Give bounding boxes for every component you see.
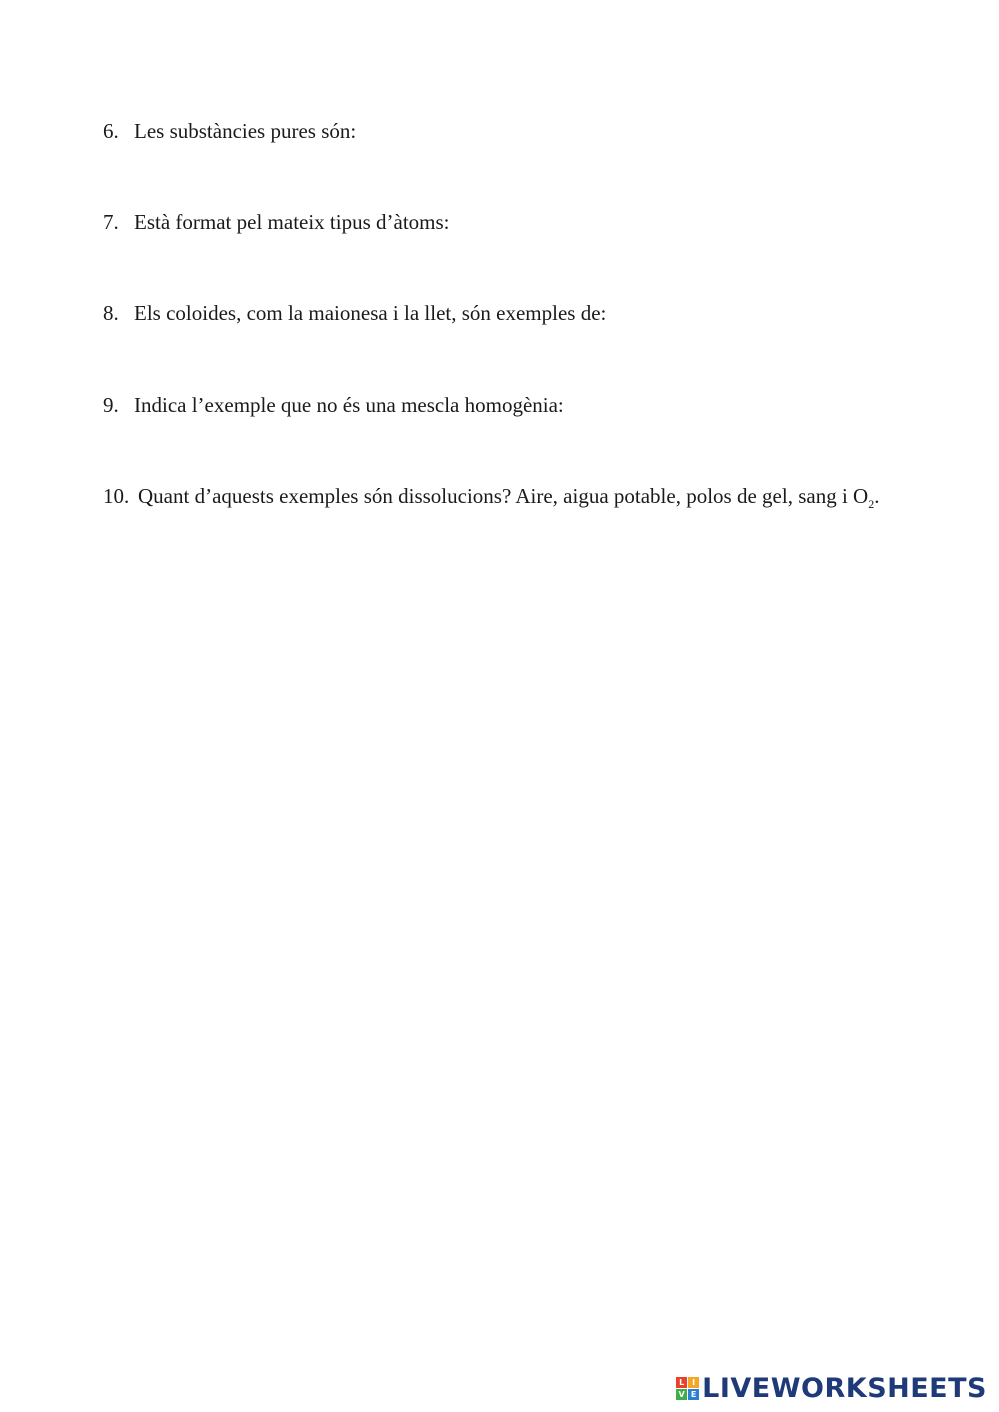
logo-blocks-icon [676,1377,699,1400]
question-7 [103,209,450,235]
logo-block: V [676,1389,687,1400]
question-number: 9. [103,393,119,417]
question-text-main: Quant d’aquests exemples són dissolucions? Aire, aigua potable, polos de gel, sang i O [138,484,869,508]
question-8 [103,300,606,326]
question-6 [103,118,356,144]
question-number: 7. [103,210,119,234]
question-10 [103,483,880,512]
question-text: Indica l’exemple que no és una mescla homogènia: [134,393,564,417]
logo-block: L [676,1377,687,1388]
question-text [138,483,880,512]
question-number: 6. [103,119,119,143]
question-text: Les substàncies pures són: [134,119,357,143]
question-number: 10. [103,484,130,508]
question-9 [103,392,564,418]
brand-name: LIVEWORKSHEETS [702,1372,987,1404]
liveworksheets-logo [676,1372,987,1404]
question-text-end: . [874,484,880,508]
question-number: 8. [103,301,119,325]
logo-block: I [688,1377,699,1388]
logo-block: E [688,1389,699,1400]
question-text: Està format pel mateix tipus d’àtoms: [134,210,450,234]
question-text: Els coloides, com la maionesa i la llet, són exemples de: [134,301,607,325]
subscript: 2 [868,497,875,512]
